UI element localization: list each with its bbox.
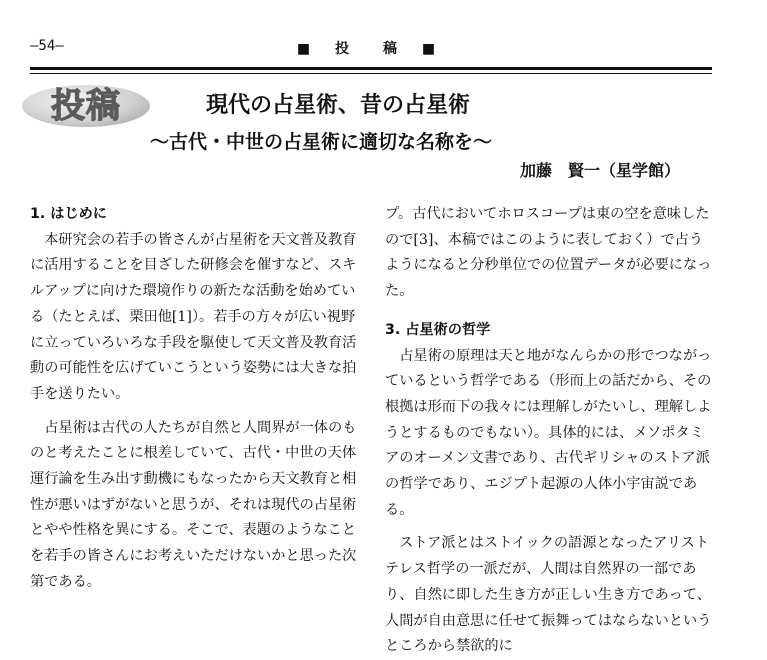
section-heading-intro: 1. はじめに — [30, 206, 107, 222]
paragraph: 本研究会の若手の皆さんが占星術を天文普及教育に活用することを目ざした研修会を催すなど、スキルアップに向けた環境作りの新たな活動を始めている（たとえば、栗田他[1]）。若手の方々が広い視野に立っていろいろな手段を駆使して天文普及教育活動の可能性を広げていこうという姿勢には大きな拍手を送りたい。 — [30, 231, 357, 402]
page-header — [30, 38, 712, 58]
article-title: 現代の占星術、昔の占星術 — [206, 93, 471, 118]
paragraph: ストア派とはストイックの語源となったアリストテレス哲学の一派だが、人間は自然界の一部であり、自然に即した生き方が正しい生き方であって、人間が自由意思に任せて振舞ってはならないというところから禁欲的に — [385, 535, 712, 655]
page-number: —54— — [30, 38, 64, 54]
badge-text: 投稿 — [51, 86, 121, 126]
article-subtitle: ～古代・中世の占星術に適切な名称を～ — [150, 131, 493, 153]
paragraph: 占星術の原理は天と地がなんらかの形でつながっているという哲学である（形而上の話だから、その根拠は形而下の我々には理解しがたいし、理解しようとするものでもない）。具体的には、メソポタミアのオーメン文書であり、古代ギリシャのストア派の哲学であり、エジプト起源の人体小宇宙説である。 — [385, 347, 712, 518]
section-label: ■ 投 稿 ■ — [296, 41, 446, 57]
section-heading-philosophy: 3. 占星術の哲学 — [385, 321, 491, 338]
contribution-badge — [22, 83, 150, 129]
right-column — [385, 202, 715, 660]
left-column — [30, 202, 360, 596]
header-rule-thin — [30, 73, 712, 74]
paragraph: 占星術は古代の人たちが自然と人間界が一体のものと考えたことに根差していて、古代・中世の天体運行論を生み出す動機にもなったから天文教育と相性が悪いはずがないと思うが、それは現代の占星術とやや性格を異にする。そこで、表題のようなことを若手の皆さんにお考えいただけないかと思った次第である。 — [30, 419, 357, 590]
article-author: 加藤 賢一（星学館） — [520, 161, 681, 180]
header-rule-thick — [30, 67, 712, 70]
paragraph-continued: プ。古代においてホロスコープは東の空を意味したので[3]、本稿ではこのように表しておく）で占うようになると分秒単位での位置データが必要になった。 — [385, 206, 712, 300]
